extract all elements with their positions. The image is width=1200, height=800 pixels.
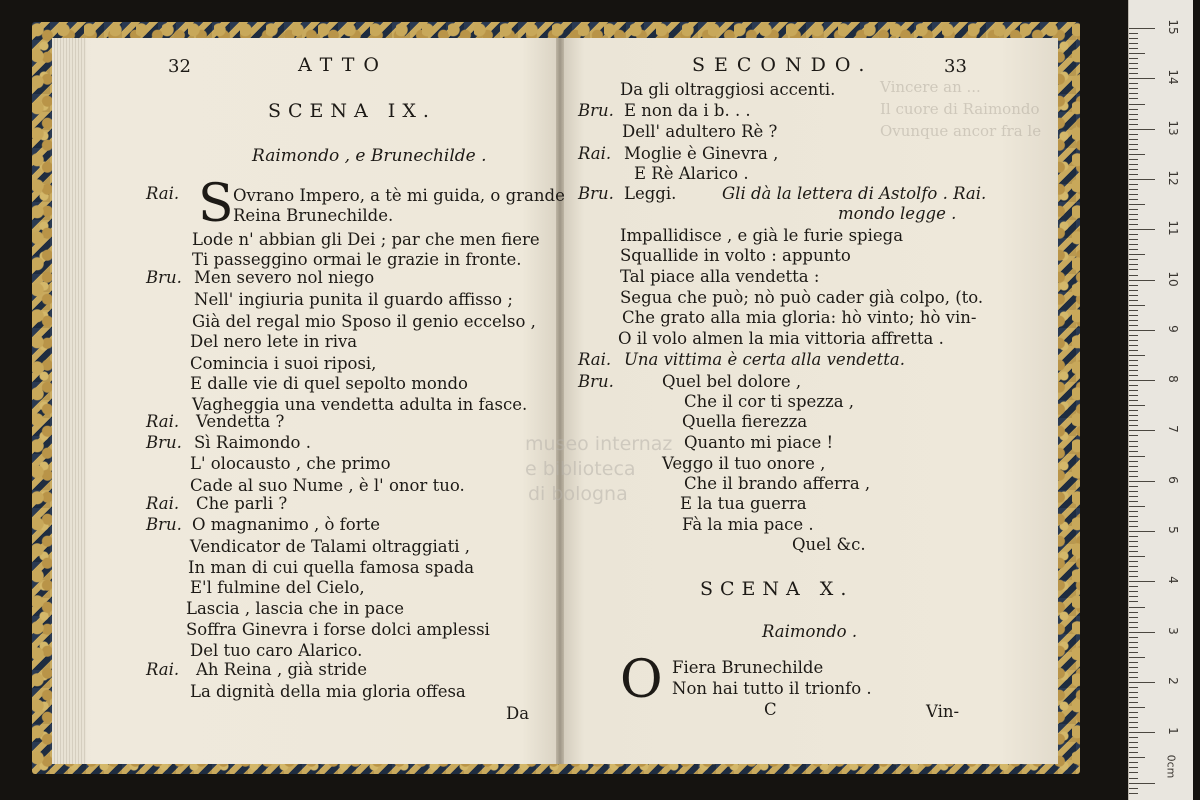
ruler-tick bbox=[1129, 752, 1138, 753]
ruler-tick bbox=[1129, 83, 1138, 84]
ruler-tick bbox=[1129, 199, 1138, 200]
ruler-tick bbox=[1129, 73, 1138, 74]
ruler-tick bbox=[1129, 320, 1138, 321]
verse-line: Fà la mia pace . bbox=[682, 515, 814, 534]
ruler-tick bbox=[1129, 244, 1138, 245]
ruler-label: 15 bbox=[1166, 19, 1180, 35]
ruler-tick bbox=[1129, 662, 1138, 663]
verse-line: Segua che può; nò può cader già colpo, (to. bbox=[620, 288, 984, 307]
ruler-tick bbox=[1129, 335, 1138, 336]
ruler-tick bbox=[1129, 124, 1138, 125]
ruler-tick bbox=[1129, 632, 1155, 633]
ruler-tick bbox=[1129, 778, 1138, 779]
speaker-label: Rai. bbox=[578, 144, 612, 163]
ruler-tick bbox=[1129, 607, 1145, 608]
ruler-tick bbox=[1129, 652, 1138, 653]
verse-line: Lascia , lascia che in pace bbox=[186, 599, 404, 618]
verse-line: Ti passeggino ormai le grazie in fronte. bbox=[192, 250, 522, 269]
measurement-ruler bbox=[1128, 0, 1193, 800]
ruler-tick bbox=[1129, 174, 1138, 175]
ruler-tick bbox=[1129, 33, 1138, 34]
ruler-tick bbox=[1129, 370, 1138, 371]
ruler-tick bbox=[1129, 737, 1138, 738]
verse-line: Quel bel dolore , bbox=[662, 372, 802, 391]
ruler-tick bbox=[1129, 285, 1138, 286]
ruler-tick bbox=[1129, 325, 1138, 326]
ruler-tick bbox=[1129, 330, 1155, 331]
verse-line: Veggo il tuo onore , bbox=[662, 454, 826, 473]
speaker-label: Bru. bbox=[578, 372, 614, 391]
ruler-tick bbox=[1129, 647, 1138, 648]
ruler-tick bbox=[1129, 114, 1138, 115]
watermark-line: di bologna bbox=[528, 483, 628, 505]
ruler-label: 8 bbox=[1166, 375, 1180, 383]
ruler-tick bbox=[1129, 642, 1138, 643]
ruler-label: 2 bbox=[1166, 677, 1180, 685]
speaker-label: Bru. bbox=[578, 184, 614, 203]
ruler-tick bbox=[1129, 179, 1155, 180]
verse-line: Ah Reina , già stride bbox=[196, 660, 367, 679]
ruler-tick bbox=[1129, 581, 1155, 582]
speaker-label: Rai. bbox=[146, 494, 180, 513]
verse-line: Nell' ingiuria punita il guardo affisso ; bbox=[194, 290, 513, 309]
ruler-tick bbox=[1129, 295, 1138, 296]
verse-line: Moglie è Ginevra , bbox=[624, 144, 779, 163]
scene-characters: Raimondo . bbox=[762, 622, 858, 641]
ruler-tick bbox=[1129, 772, 1138, 773]
verse-line: Quanto mi piace ! bbox=[684, 433, 834, 452]
ruler-tick bbox=[1129, 501, 1138, 502]
ruler-label: 5 bbox=[1166, 526, 1180, 534]
ruler-tick bbox=[1129, 622, 1138, 623]
verse-line: Tal piace alla vendetta : bbox=[620, 267, 820, 286]
ruler-tick bbox=[1129, 435, 1138, 436]
ruler-tick bbox=[1129, 43, 1138, 44]
drop-cap: S bbox=[198, 174, 234, 234]
verse-line: Vagheggia una vendetta adulta in fasce. bbox=[192, 395, 528, 414]
ruler-tick bbox=[1129, 144, 1138, 145]
ruler-tick bbox=[1129, 430, 1155, 431]
ruler-tick bbox=[1129, 586, 1138, 587]
ruler-tick bbox=[1129, 375, 1138, 376]
ruler-tick bbox=[1129, 395, 1138, 396]
verse-line: Cade al suo Nume , è l' onor tuo. bbox=[190, 476, 465, 495]
ruler-tick bbox=[1129, 612, 1138, 613]
ruler-tick bbox=[1129, 667, 1138, 668]
speaker-label: Bru. bbox=[146, 433, 182, 452]
speaker-label: Rai. bbox=[146, 412, 180, 431]
ruler-tick bbox=[1129, 556, 1145, 557]
verse-line: E Rè Alarico . bbox=[634, 164, 749, 183]
ruler-tick bbox=[1129, 451, 1138, 452]
ruler-tick bbox=[1129, 269, 1138, 270]
ruler-tick bbox=[1129, 58, 1138, 59]
speaker-label: Rai. bbox=[146, 660, 180, 679]
ruler-tick bbox=[1129, 682, 1155, 683]
ruler-tick bbox=[1129, 310, 1138, 311]
running-head: SECONDO. bbox=[692, 54, 874, 76]
ruler-tick bbox=[1129, 637, 1138, 638]
ruler-tick bbox=[1129, 742, 1138, 743]
ruler-label: 13 bbox=[1166, 119, 1180, 136]
ruler-tick bbox=[1129, 657, 1145, 658]
ruler-tick bbox=[1129, 516, 1138, 517]
ruler-tick bbox=[1129, 385, 1138, 386]
ruler-tick bbox=[1129, 254, 1145, 255]
catchword: Vin- bbox=[926, 702, 960, 721]
verse-line: Comincia i suoi riposi, bbox=[190, 354, 377, 373]
ruler-tick bbox=[1129, 350, 1138, 351]
ruler-tick bbox=[1129, 441, 1138, 442]
ruler-tick bbox=[1129, 184, 1138, 185]
scene-title: SCENA IX. bbox=[268, 100, 436, 122]
verse-line: Quel &c. bbox=[792, 535, 866, 554]
ruler-tick bbox=[1129, 134, 1138, 135]
verse-line: Impallidisce , e già le furie spiega bbox=[620, 226, 904, 245]
verse-line: Che parli ? bbox=[196, 494, 288, 513]
ruler-tick bbox=[1129, 159, 1138, 160]
ruler-tick bbox=[1129, 109, 1138, 110]
ruler-label: 14 bbox=[1166, 69, 1180, 85]
ruler-tick bbox=[1129, 93, 1138, 94]
catchword: Da bbox=[506, 704, 530, 723]
ruler-tick bbox=[1129, 380, 1155, 381]
ruler-tick bbox=[1129, 762, 1138, 763]
ruler-tick bbox=[1129, 169, 1138, 170]
ruler-tick bbox=[1129, 209, 1138, 210]
ruler-tick bbox=[1129, 204, 1145, 205]
ruler-tick bbox=[1129, 229, 1155, 230]
ruler-tick bbox=[1129, 566, 1138, 567]
verse-line: Vendetta ? bbox=[196, 412, 285, 431]
ruler-tick bbox=[1129, 300, 1138, 301]
verse-line: Già del regal mio Sposo il genio eccelso , bbox=[192, 312, 536, 331]
ruler-tick bbox=[1129, 747, 1138, 748]
page-number: 33 bbox=[944, 56, 967, 77]
verse-line: Non hai tutto il trionfo . bbox=[672, 679, 872, 698]
verse-line: Dell' adultero Rè ? bbox=[622, 122, 778, 141]
ruler-tick bbox=[1129, 355, 1145, 356]
ruler-tick bbox=[1129, 576, 1138, 577]
ruler-tick bbox=[1129, 68, 1138, 69]
ruler-tick bbox=[1129, 63, 1138, 64]
ruler-tick bbox=[1129, 360, 1138, 361]
ruler-tick bbox=[1129, 290, 1138, 291]
ruler-tick bbox=[1129, 461, 1138, 462]
ruler-tick bbox=[1129, 275, 1138, 276]
ruler-tick bbox=[1129, 149, 1138, 150]
ruler-label: 4 bbox=[1166, 576, 1180, 585]
verse-line: Che grato alla mia gloria: hò vinto; hò vin- bbox=[622, 308, 977, 327]
ruler-tick bbox=[1129, 259, 1138, 260]
ruler-tick bbox=[1129, 194, 1138, 195]
verse-line: Fiera Brunechilde bbox=[672, 658, 824, 677]
ruler-tick bbox=[1129, 129, 1155, 130]
verse-line: E'l fulmine del Cielo, bbox=[190, 578, 365, 597]
ruler-label: 9 bbox=[1166, 324, 1180, 333]
ruler-tick bbox=[1129, 561, 1138, 562]
ruler-tick bbox=[1129, 88, 1138, 89]
drop-cap: O bbox=[620, 650, 663, 710]
ruler-tick bbox=[1129, 119, 1138, 120]
ruler-tick bbox=[1129, 757, 1145, 758]
verse-line: Soffra Ginevra i forse dolci amplessi bbox=[186, 620, 490, 639]
ruler-tick bbox=[1129, 410, 1138, 411]
speaker-label: Bru. bbox=[578, 101, 614, 120]
stage-direction: Gli dà la lettera di Astolfo . Rai. bbox=[722, 184, 987, 203]
ruler-label: 12 bbox=[1166, 170, 1180, 186]
book-gutter bbox=[556, 38, 564, 764]
ruler-tick bbox=[1129, 345, 1138, 346]
verse-line: Reina Brunechilde. bbox=[233, 206, 394, 225]
ruler-label: 1 bbox=[1166, 727, 1180, 735]
ruler-tick bbox=[1129, 249, 1138, 250]
ruler-tick bbox=[1129, 415, 1138, 416]
ruler-tick bbox=[1129, 164, 1138, 165]
ruler-tick bbox=[1129, 788, 1138, 789]
ruler-label: 11 bbox=[1166, 220, 1180, 236]
speaker-label: Rai. bbox=[578, 350, 612, 369]
verse-line: Che il cor ti spezza , bbox=[684, 392, 855, 411]
ruler-tick bbox=[1129, 551, 1138, 552]
ruler-unit: 0cm bbox=[1164, 754, 1178, 779]
ruler-label: 3 bbox=[1166, 626, 1180, 635]
ruler-tick bbox=[1129, 521, 1138, 522]
ruler-tick bbox=[1129, 692, 1138, 693]
verse-line: Vendicator de Talami oltraggiati , bbox=[190, 537, 471, 556]
signature-mark: C bbox=[764, 700, 777, 719]
verse-line: Squallide in volto : appunto bbox=[620, 246, 851, 265]
ruler-tick bbox=[1129, 476, 1138, 477]
ruler-tick bbox=[1129, 591, 1138, 592]
verse-line: Da gli oltraggiosi accenti. bbox=[620, 80, 836, 99]
ruler-tick bbox=[1129, 627, 1138, 628]
stage-direction: mondo legge . bbox=[838, 204, 957, 223]
ruler-tick bbox=[1129, 400, 1138, 401]
ruler-tick bbox=[1129, 234, 1138, 235]
ruler-tick bbox=[1129, 531, 1155, 532]
ruler-tick bbox=[1129, 491, 1138, 492]
verse-line: Men severo nol niego bbox=[194, 268, 375, 287]
ruler-tick bbox=[1129, 481, 1155, 482]
verse-line: La dignità della mia gloria offesa bbox=[190, 682, 466, 701]
ruler-tick bbox=[1129, 456, 1145, 457]
verse-line: Sì Raimondo . bbox=[194, 433, 311, 452]
verse-line: E la tua guerra bbox=[680, 494, 807, 513]
ruler-tick bbox=[1129, 98, 1138, 99]
speaker-label: Bru. bbox=[146, 515, 182, 534]
ruler-tick bbox=[1129, 305, 1145, 306]
ruler-tick bbox=[1129, 601, 1138, 602]
ruler-tick bbox=[1129, 425, 1138, 426]
verse-line: Che il brando afferra , bbox=[684, 474, 871, 493]
verse-line: O il volo almen la mia vittoria affretta . bbox=[618, 329, 944, 348]
watermark-line: museo internaz bbox=[525, 433, 673, 455]
verse-line: In man di cui quella famosa spada bbox=[188, 558, 475, 577]
verse-line: Lode n' abbian gli Dei ; par che men fiere bbox=[192, 230, 540, 249]
ruler-tick bbox=[1129, 466, 1138, 467]
ruler-tick bbox=[1129, 78, 1155, 79]
ruler-label: 10 bbox=[1166, 270, 1180, 287]
ruler-tick bbox=[1129, 717, 1138, 718]
verse-line: O magnanimo , ò forte bbox=[192, 515, 381, 534]
ruler-tick bbox=[1129, 471, 1138, 472]
speaker-label: Rai. bbox=[146, 184, 180, 203]
ruler-tick bbox=[1129, 264, 1138, 265]
ruler-tick bbox=[1129, 672, 1138, 673]
ruler-tick bbox=[1129, 53, 1145, 54]
ruler-tick bbox=[1129, 214, 1138, 215]
ruler-tick bbox=[1129, 526, 1138, 527]
scene-title: SCENA X. bbox=[700, 578, 854, 600]
ruler-tick bbox=[1129, 104, 1145, 105]
verse-line: Leggi. bbox=[624, 184, 677, 203]
ruler-tick bbox=[1129, 239, 1138, 240]
show-through-text: Il cuore di Raimondo bbox=[880, 100, 1040, 118]
show-through-text: Vincere an ... bbox=[880, 78, 981, 96]
ruler-tick bbox=[1129, 732, 1155, 733]
ruler-tick bbox=[1129, 712, 1138, 713]
ruler-tick bbox=[1129, 315, 1138, 316]
ruler-tick bbox=[1129, 687, 1138, 688]
verse-line: L' olocausto , che primo bbox=[190, 454, 391, 473]
ruler-tick bbox=[1129, 546, 1138, 547]
ruler-tick bbox=[1129, 154, 1145, 155]
ruler-tick bbox=[1129, 405, 1145, 406]
ruler-tick bbox=[1129, 139, 1138, 140]
verse-line: Del nero lete in riva bbox=[190, 332, 358, 351]
show-through-text: Ovunque ancor fra le bbox=[880, 122, 1042, 140]
ruler-tick bbox=[1129, 506, 1145, 507]
running-head: ATTO bbox=[298, 54, 388, 76]
ruler-tick bbox=[1129, 446, 1138, 447]
scene-characters: Raimondo , e Brunechilde . bbox=[252, 146, 487, 166]
ruler-tick bbox=[1129, 617, 1138, 618]
ruler-tick bbox=[1129, 390, 1138, 391]
ruler-tick bbox=[1129, 38, 1138, 39]
speaker-label: Bru. bbox=[146, 268, 182, 287]
watermark-line: e biblioteca bbox=[525, 458, 636, 480]
ruler-tick bbox=[1129, 365, 1138, 366]
ruler-label: 7 bbox=[1166, 425, 1180, 434]
ruler-tick bbox=[1129, 571, 1138, 572]
ruler-tick bbox=[1129, 486, 1138, 487]
page-edges bbox=[52, 38, 86, 764]
verse-line: Quella fierezza bbox=[682, 412, 808, 431]
verse-line: Ovrano Impero, a tè mi guida, o grande bbox=[233, 186, 565, 205]
ruler-tick bbox=[1129, 28, 1155, 29]
ruler-tick bbox=[1129, 541, 1138, 542]
ruler-tick bbox=[1129, 783, 1155, 784]
verse-line: E non da i b. . . bbox=[624, 101, 751, 120]
ruler-tick bbox=[1129, 697, 1138, 698]
ruler-tick bbox=[1129, 536, 1138, 537]
ruler-tick bbox=[1129, 219, 1138, 220]
ruler-tick bbox=[1129, 496, 1138, 497]
ruler-tick bbox=[1129, 420, 1138, 421]
ruler-tick bbox=[1129, 511, 1138, 512]
verse-line: E dalle vie di quel sepolto mondo bbox=[190, 374, 468, 393]
ruler-tick bbox=[1129, 596, 1138, 597]
ruler-tick bbox=[1129, 340, 1138, 341]
ruler-tick bbox=[1129, 793, 1138, 794]
ruler-tick bbox=[1129, 224, 1138, 225]
ruler-tick bbox=[1129, 189, 1138, 190]
verse-line: Una vittima è certa alla vendetta. bbox=[624, 350, 905, 369]
ruler-tick bbox=[1129, 280, 1155, 281]
ruler-tick bbox=[1129, 48, 1138, 49]
verse-line: Del tuo caro Alarico. bbox=[190, 641, 363, 660]
ruler-tick bbox=[1129, 677, 1138, 678]
ruler-tick bbox=[1129, 767, 1138, 768]
ruler-label: 6 bbox=[1166, 475, 1180, 484]
ruler-tick bbox=[1129, 702, 1138, 703]
ruler-tick bbox=[1129, 707, 1145, 708]
ruler-tick bbox=[1129, 727, 1138, 728]
ruler-tick bbox=[1129, 722, 1138, 723]
page-number: 32 bbox=[168, 56, 191, 77]
